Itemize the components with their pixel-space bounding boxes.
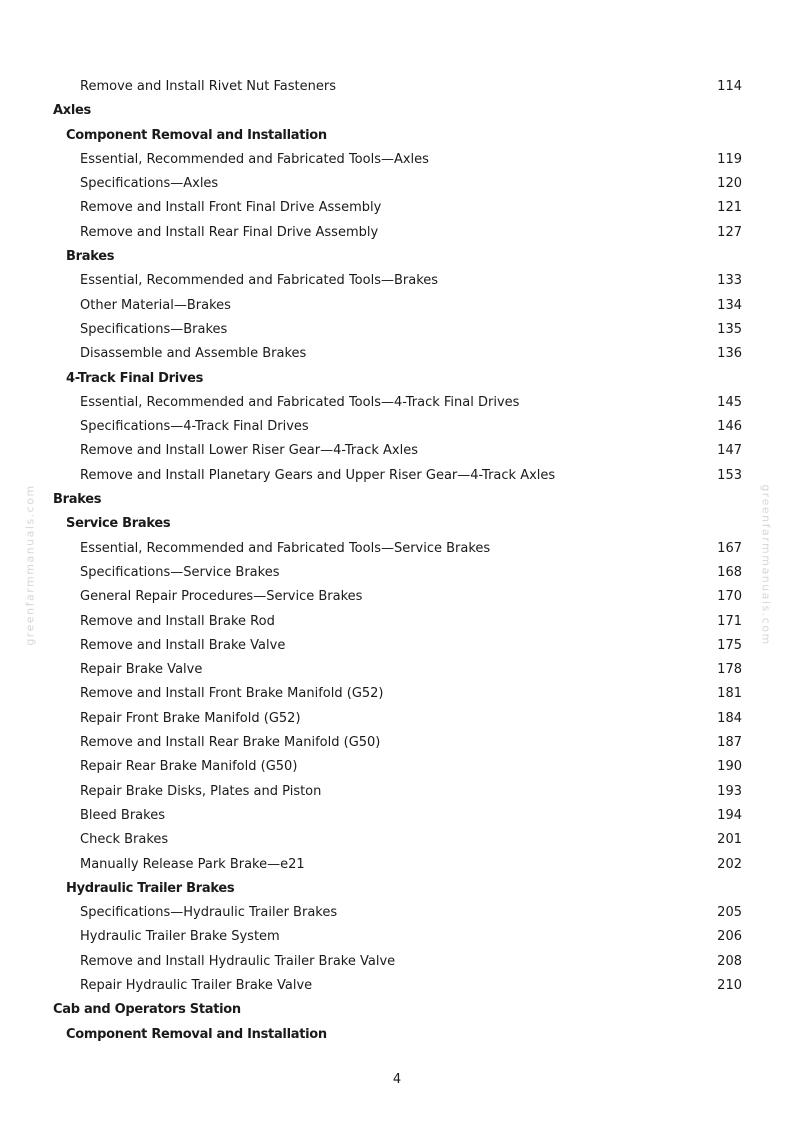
toc-entry-title: Remove and Install Lower Riser Gear—4-Track Axles (80, 443, 418, 459)
toc-entry-page: 193 (717, 783, 742, 799)
toc-entry-page: 119 (717, 151, 742, 167)
toc-entry[interactable] (0, 974, 794, 998)
toc-entry-page: 114 (717, 79, 742, 94)
toc-entry-title: Remove and Install Planetary Gears and Upper Riser Gear—4-Track Axles (80, 467, 556, 483)
toc-entry-title: Check Brakes (80, 832, 169, 848)
toc-subsection-heading[interactable] (0, 245, 794, 269)
toc-section-heading[interactable] (0, 998, 794, 1022)
toc-entry-page: 175 (717, 637, 742, 653)
page-number: 4 (392, 1072, 402, 1087)
toc-entry-title: Brakes (66, 249, 115, 265)
toc-entry-page: 147 (717, 443, 742, 459)
toc-entry[interactable] (0, 853, 794, 877)
toc-entry[interactable] (0, 415, 794, 439)
toc-entry-page: 208 (717, 953, 742, 969)
toc-entry-title: Specifications—Service Brakes (80, 564, 280, 580)
toc-entry-title: Specifications—4-Track Final Drives (80, 419, 309, 435)
toc-entry-title: Remove and Install Brake Valve (80, 637, 286, 653)
toc-entry[interactable] (0, 561, 794, 585)
toc-entry-page: 153 (717, 467, 742, 483)
toc-entry[interactable] (0, 585, 794, 609)
toc-entry-title: Brakes (53, 492, 102, 508)
toc-entry-page: 120 (717, 176, 742, 192)
toc-entry-page: 190 (717, 759, 742, 775)
toc-entry-title: Remove and Install Hydraulic Trailer Brake Valve (80, 953, 396, 969)
toc-entry-title: Hydraulic Trailer Brake System (80, 929, 280, 945)
toc-entry-page: 194 (717, 807, 742, 823)
toc-entry-page: 168 (717, 564, 742, 580)
toc-entry[interactable] (0, 682, 794, 706)
toc-entry-page: 167 (717, 540, 742, 556)
toc-entry-page: 187 (717, 735, 742, 751)
toc-entry-page: 127 (717, 224, 742, 240)
toc-entry-page: 201 (717, 832, 742, 848)
toc-entry-page: 134 (717, 297, 742, 313)
toc-entry-title: Component Removal and Installation (66, 127, 327, 143)
toc-entry-title: Repair Brake Disks, Plates and Piston (80, 783, 322, 799)
toc-entry[interactable] (0, 537, 794, 561)
toc-entry[interactable] (0, 75, 794, 99)
toc-entry-title: Remove and Install Front Final Drive Assembly (80, 200, 382, 216)
toc-entry[interactable] (0, 634, 794, 658)
toc-entry[interactable] (0, 294, 794, 318)
toc-entry-title: Remove and Install Rear Brake Manifold (G50) (80, 735, 381, 751)
toc-subsection-heading[interactable] (0, 1023, 794, 1047)
toc-entry-page: 171 (717, 613, 742, 629)
toc-entry[interactable] (0, 148, 794, 172)
toc-entry-title: Specifications—Axles (80, 176, 219, 192)
toc-entry-page: 184 (717, 710, 742, 726)
toc-entry-title: Disassemble and Assemble Brakes (80, 346, 307, 362)
toc-entry-page: 206 (717, 929, 742, 945)
toc-entry[interactable] (0, 828, 794, 852)
toc-entry-page: 133 (717, 273, 742, 289)
toc-entry[interactable] (0, 901, 794, 925)
toc-entry-title: Essential, Recommended and Fabricated Tools—Axles (80, 151, 429, 167)
toc-entry-title: Manually Release Park Brake—e21 (80, 856, 305, 872)
toc-entry[interactable] (0, 950, 794, 974)
toc-subsection-heading[interactable] (0, 512, 794, 536)
toc-entry-page: 145 (717, 394, 742, 410)
toc-entry[interactable] (0, 439, 794, 463)
toc-entry-title: Remove and Install Rivet Nut Fasteners (80, 79, 336, 94)
toc-entry-page: 146 (717, 419, 742, 435)
toc-entry-title: Specifications—Brakes (80, 321, 228, 337)
toc-entry-title: Repair Front Brake Manifold (G52) (80, 710, 301, 726)
toc-entry-title: General Repair Procedures—Service Brakes (80, 589, 363, 605)
toc-entry-title: 4-Track Final Drives (66, 370, 204, 386)
toc-entry-title: Remove and Install Rear Final Drive Assembly (80, 224, 379, 240)
toc-entry-title: Service Brakes (66, 516, 171, 532)
toc-entry-page: 170 (717, 589, 742, 605)
toc-entry[interactable] (0, 925, 794, 949)
toc-entry[interactable] (0, 196, 794, 220)
toc-entry-title: Hydraulic Trailer Brakes (66, 880, 235, 896)
toc-entry-title: Essential, Recommended and Fabricated Tools—Brakes (80, 273, 439, 289)
toc-entry-page: 202 (717, 856, 742, 872)
toc-entry-title: Bleed Brakes (80, 807, 165, 823)
toc-subsection-heading[interactable] (0, 367, 794, 391)
toc-subsection-heading[interactable] (0, 124, 794, 148)
toc-entry-page: 136 (717, 346, 742, 362)
toc-entry[interactable] (0, 780, 794, 804)
watermark-right: greenfarmmanuals.com (759, 484, 773, 646)
toc-entry-page: 181 (717, 686, 742, 702)
toc-entry-page: 205 (717, 905, 742, 921)
toc-entry-title: Essential, Recommended and Fabricated Tools—4-Track Final Drives (80, 394, 520, 410)
toc-subsection-heading[interactable] (0, 877, 794, 901)
toc-entry-title: Repair Hydraulic Trailer Brake Valve (80, 977, 313, 993)
toc-entry[interactable] (0, 172, 794, 196)
toc-entry[interactable] (0, 804, 794, 828)
toc-entry[interactable] (0, 610, 794, 634)
toc-entry-title: Axles (53, 103, 91, 119)
toc-entry-page: 210 (717, 977, 742, 993)
toc-section-heading[interactable] (0, 99, 794, 123)
watermark-left: greenfarmmanuals.com (23, 484, 37, 646)
toc-entry-title: Cab and Operators Station (53, 1002, 241, 1018)
toc-entry[interactable] (0, 342, 794, 366)
toc-entry[interactable] (0, 464, 794, 488)
toc-entry-page: 121 (717, 200, 742, 216)
toc-entry-title: Remove and Install Front Brake Manifold (G52) (80, 686, 384, 702)
toc-entry-page: 178 (717, 662, 742, 678)
toc-entry[interactable] (0, 391, 794, 415)
table-of-contents (0, 75, 794, 1047)
toc-entry[interactable] (0, 221, 794, 245)
toc-entry-title: Other Material—Brakes (80, 297, 231, 313)
toc-entry-title: Repair Brake Valve (80, 662, 203, 678)
toc-entry-title: Remove and Install Brake Rod (80, 613, 275, 629)
toc-entry[interactable] (0, 318, 794, 342)
toc-entry-page: 135 (717, 321, 742, 337)
toc-entry[interactable] (0, 731, 794, 755)
toc-entry-title: Specifications—Hydraulic Trailer Brakes (80, 905, 338, 921)
toc-entry-title: Component Removal and Installation (66, 1026, 327, 1042)
toc-entry[interactable] (0, 755, 794, 779)
toc-entry[interactable] (0, 269, 794, 293)
toc-entry[interactable] (0, 658, 794, 682)
toc-entry-title: Repair Rear Brake Manifold (G50) (80, 759, 298, 775)
toc-entry[interactable] (0, 707, 794, 731)
toc-entry-title: Essential, Recommended and Fabricated Tools—Service Brakes (80, 540, 491, 556)
toc-section-heading[interactable] (0, 488, 794, 512)
